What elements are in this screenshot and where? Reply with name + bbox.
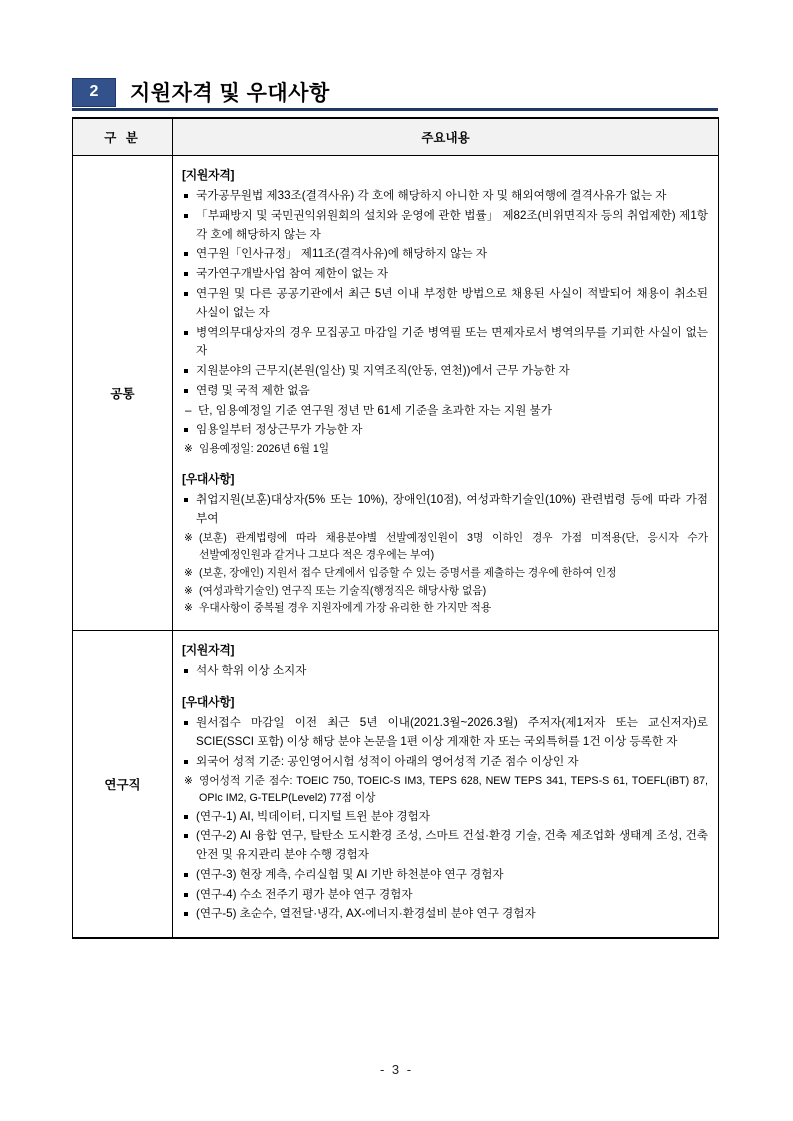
bullet-item: 연령 및 국적 제한 없음 (182, 382, 708, 401)
section-number-badge: 2 (72, 78, 116, 107)
bullet-item: 국가연구개발사업 참여 제한이 없는 자 (182, 265, 708, 284)
row-content-0 (173, 156, 719, 631)
table-row (73, 631, 719, 938)
block-title: [우대사항] (182, 472, 235, 487)
bullet-item: 임용일부터 정상근무가 가능한 자 (182, 421, 708, 440)
bullet-item: 병역의무대상자의 경우 모집공고 마감일 기준 병역필 또는 면제자로서 병역의무를 기피한 사실이 없는 자 (182, 324, 708, 362)
bullet-item: 연구원「인사규정」 제11조(결격사유)에 해당하지 않는 자 (182, 245, 708, 264)
row-label-1: 연구직 (73, 631, 173, 938)
bullet-item: 외국어 성적 기준: 공인영어시험 성적이 아래의 영어성적 기준 점수 이상인 자 (182, 753, 708, 772)
note-item: ※ (여성과학기술인) 연구직 또는 기술직(행정직은 해당사항 없음) (182, 583, 708, 600)
bullet-item: 국가공무원법 제33조(결격사유) 각 호에 해당하지 아니한 자 및 해외여행에 결격사유가 없는 자 (182, 187, 708, 206)
row-label-0: 공통 (73, 156, 173, 631)
bullet-item: (연구-2) AI 융합 연구, 탈탄소 도시환경 조성, 스마트 건설·환경 기술, 건축 제조업화 생태계 조성, 건축 안전 및 유지관리 분야 수행 경험자 (182, 827, 708, 865)
table-header (73, 118, 719, 156)
bullet-item: 원서접수 마감일 이전 최근 5년 이내(2021.3월~2026.3월) 주저자(제1저자 또는 교신저자)로 SCIE(SSCI 포함) 이상 해당 분야 논문을 1편 이상 게재한 자 또는 국외특허를 1건 이상 등록한 자 (182, 714, 708, 752)
block-title: [지원자격] (182, 643, 235, 658)
bullet-item: 취업지원(보훈)대상자(5% 또는 10%), 장애인(10점), 여성과학기술인(10%) 관련법령 등에 따라 가점 부여 (182, 491, 708, 529)
block-item-list (182, 714, 708, 924)
note-item: ※ (보훈, 장애인) 지원서 접수 단계에서 입증할 수 있는 증명서를 제출하는 경우에 한하여 인정 (182, 565, 708, 582)
block-item-list (182, 187, 708, 458)
note-item: ※ (보훈) 관계법령에 따라 채용분야별 선발예정인원이 3명 이하인 경우 가점 미적용(단, 응시자 수가 선발예정인원과 같거나 그보다 적은 경우에는 부여) (182, 530, 708, 564)
column-header-division: 구 분 (73, 118, 173, 156)
block-title: [지원자격] (182, 168, 235, 182)
bullet-item: 석사 학위 이상 소지자 (182, 662, 708, 681)
requirements-table (72, 117, 719, 939)
block-spacer (182, 459, 708, 470)
note-item: ※ 임용예정일: 2026년 6월 1일 (182, 441, 708, 458)
bullet-item: (연구-3) 현장 계측, 수리실험 및 AI 기반 하천분야 연구 경험자 (182, 866, 708, 885)
block-item-list (182, 662, 708, 681)
section-title: 지원자격 및 우대사항 (130, 82, 330, 105)
bullet-item: (연구-5) 초순수, 열전달·냉각, AX-에너지·환경설비 분야 연구 경험자 (182, 905, 708, 924)
column-header-content: 주요내용 (173, 118, 719, 156)
bullet-item: (연구-1) AI, 빅데이터, 디지털 트윈 분야 경험자 (182, 808, 708, 827)
bullet-item: 지원분야의 근무지(본원(일산) 및 지역조직(안동, 연천))에서 근무 가능한 자 (182, 362, 708, 381)
section-divider-rule (72, 108, 718, 111)
block-spacer (182, 682, 708, 693)
page-footer: - 3 - (379, 1062, 414, 1077)
bullet-item: (연구-4) 수소 전주기 평가 분야 연구 경험자 (182, 886, 708, 905)
table-header-row (73, 118, 719, 156)
table-row (73, 156, 719, 631)
note-item: ※ 영어성적 기준 점수: TOEIC 750, TOEIC-S IM3, TEPS 628, NEW TEPS 341, TEPS-S 61, TOEFL(iBT) 87, OPIc IM2, G-TELP(Level2) 77점 이상 (182, 773, 708, 807)
block-title: [우대사항] (182, 695, 235, 710)
bullet-item: 「부패방지 및 국민권익위원회의 설치와 운영에 관한 법률」 제82조(비위면직자 등의 취업제한) 제1항 각 호에 해당하지 않는 자 (182, 207, 708, 245)
note-item: ※ 우대사항이 중복될 경우 지원자에게 가장 유리한 한 가지만 적용 (182, 600, 708, 617)
block-item-list (182, 491, 708, 617)
section-heading (72, 74, 718, 110)
bullet-item: 연구원 및 다른 공공기관에서 최근 5년 이내 부정한 방법으로 채용된 사실이 적발되어 채용이 취소된 사실이 없는 자 (182, 285, 708, 323)
row-content-1 (173, 631, 719, 938)
table-body (73, 156, 719, 939)
dash-item: – 단, 임용예정일 기준 연구원 정년 만 61세 기준을 초과한 자는 지원 불가 (182, 402, 708, 421)
